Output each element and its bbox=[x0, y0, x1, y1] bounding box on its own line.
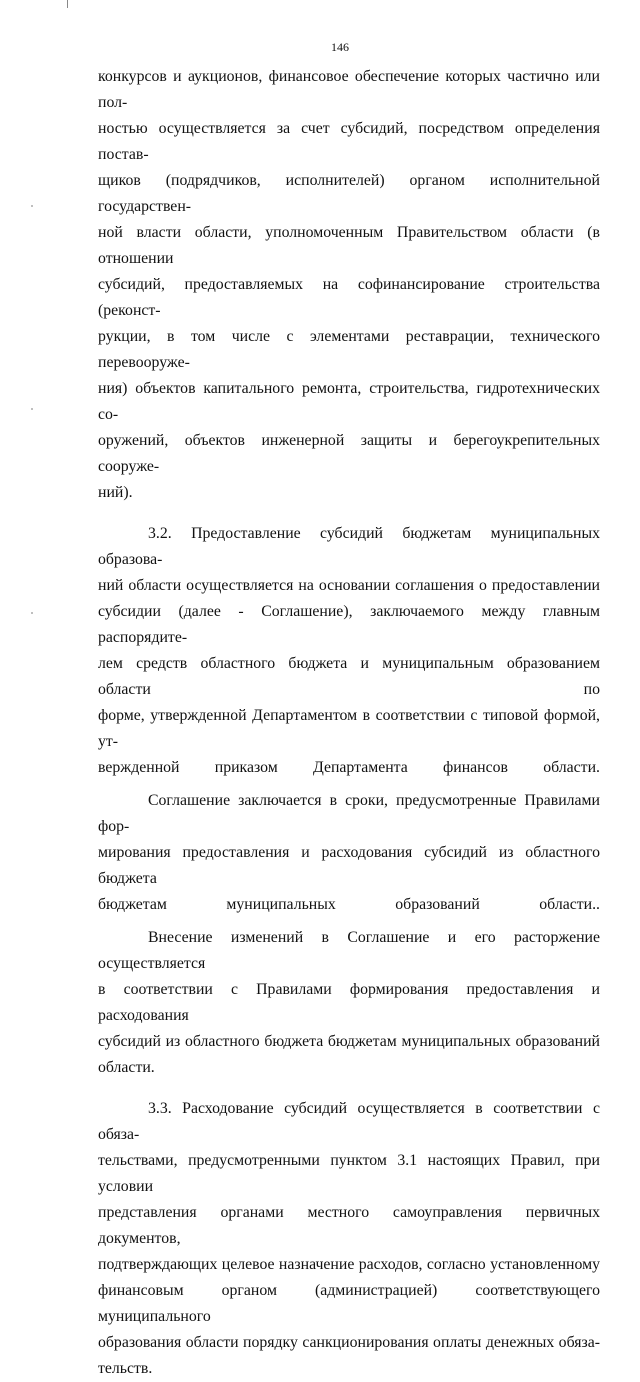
text-line: субсидий, предоставляемых на софинансирование строительства (реконст- bbox=[98, 276, 600, 319]
paragraph-agreement-terms bbox=[98, 788, 600, 918]
page-number: 146 bbox=[331, 40, 349, 54]
text-line: подтверждающих целевое назначение расходов, согласно установленному bbox=[98, 1256, 600, 1273]
text-line: ной власти области, уполномоченным Правительством области (в отношении bbox=[98, 224, 600, 267]
text-line: оружений, объектов инженерной защиты и берегоукрепительных сооруже- bbox=[98, 432, 600, 475]
document-body bbox=[98, 64, 600, 1382]
text-line: образования области порядку санкционирования оплаты денежных обяза- bbox=[98, 1334, 600, 1351]
text-line: представления органами местного самоуправления первичных документов, bbox=[98, 1204, 600, 1247]
text-line: финансовым органом (администрацией) соответствующего муниципального bbox=[98, 1282, 600, 1325]
paragraph-3-2 bbox=[98, 521, 600, 781]
margin-dot bbox=[31, 205, 33, 207]
paragraph-agreement-changes bbox=[98, 925, 600, 1081]
text-line: конкурсов и аукционов, финансовое обеспечение которых частично или пол- bbox=[98, 68, 600, 111]
text-line: тельств. bbox=[98, 1360, 153, 1377]
paragraph-continuation bbox=[98, 64, 600, 506]
margin-dot bbox=[31, 612, 33, 614]
text-line: тельствами, предусмотренными пунктом 3.1 настоящих Правил, при условии bbox=[98, 1152, 600, 1195]
text-line: мирования предоставления и расходования субсидий из областного бюджета bbox=[98, 844, 600, 887]
text-line: вержденной приказом Департамента финансов области. bbox=[98, 759, 600, 776]
text-line: Внесение изменений в Соглашение и его расторжение осуществляется bbox=[98, 929, 600, 972]
text-line: субсидии (далее - Соглашение), заключаемого между главным распорядите- bbox=[98, 603, 600, 646]
text-line: в соответствии с Правилами формирования предоставления и расходования bbox=[98, 981, 600, 1024]
scan-edge-mark bbox=[67, 0, 68, 8]
text-line: бюджетам муниципальных образований области.. bbox=[98, 896, 600, 913]
text-line: лем средств областного бюджета и муниципальным образованием области по bbox=[98, 655, 600, 698]
margin-dot bbox=[31, 408, 33, 410]
text-line: рукции, в том числе с элементами реставрации, технического перевооруже- bbox=[98, 328, 600, 371]
text-line: ностью осуществляется за счет субсидий, посредством определения постав- bbox=[98, 120, 600, 163]
paragraph-3-3 bbox=[98, 1096, 600, 1382]
text-line: щиков (подрядчиков, исполнителей) органом исполнительной государствен- bbox=[98, 172, 600, 215]
text-line: ний). bbox=[98, 484, 133, 501]
text-line: Соглашение заключается в сроки, предусмотренные Правилами фор- bbox=[98, 792, 600, 835]
text-line: ний области осуществляется на основании соглашения о предоставлении bbox=[98, 577, 600, 594]
text-line: 3.3. Расходование субсидий осуществляется в соответствии с обяза- bbox=[98, 1100, 600, 1143]
text-line: субсидий из областного бюджета бюджетам муниципальных образований bbox=[98, 1033, 600, 1050]
text-line: форме, утвержденной Департаментом в соответствии с типовой формой, ут- bbox=[98, 707, 600, 750]
text-line: ния) объектов капитального ремонта, строительства, гидротехнических со- bbox=[98, 380, 600, 423]
text-line: области. bbox=[98, 1059, 155, 1076]
text-line: 3.2. Предоставление субсидий бюджетам муниципальных образова- bbox=[98, 525, 600, 568]
